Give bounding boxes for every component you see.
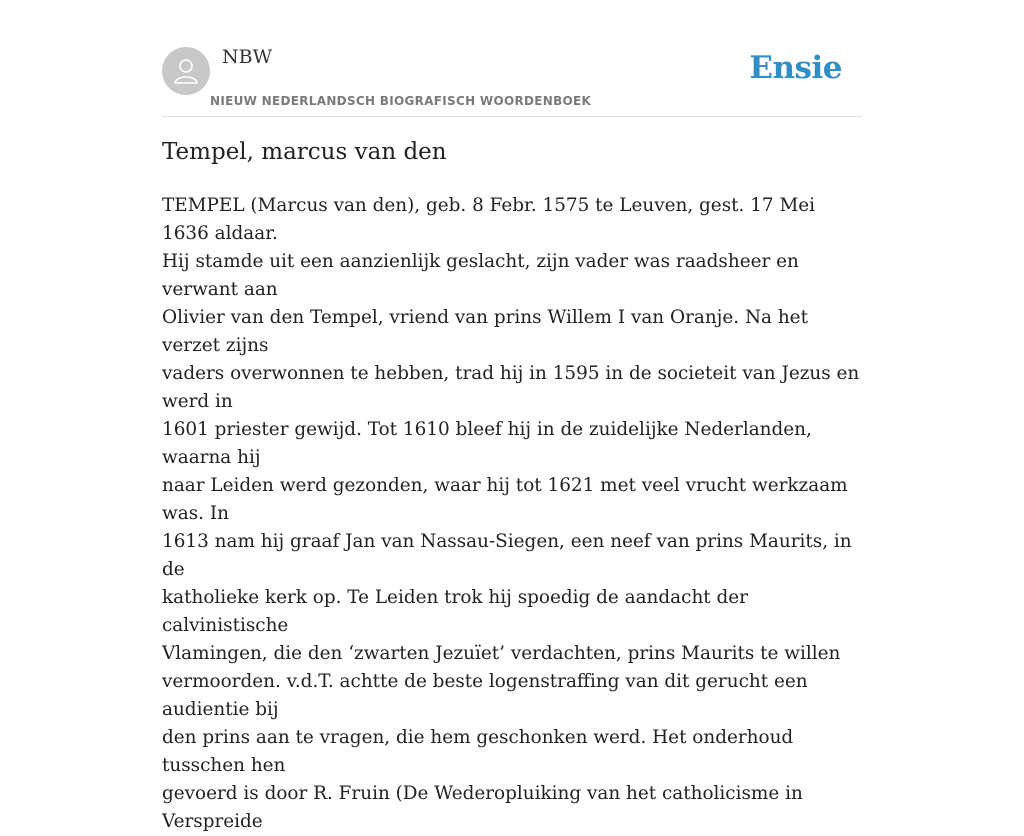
article-line: 1601 priester gewijd. Tot 1610 bleef hij in de zuidelijke Nederlanden, waarna hij <box>162 419 812 468</box>
article-body <box>162 192 862 836</box>
source-full-name[interactable]: NIEUW NEDERLANDSCH BIOGRAFISCH WOORDENBOEK <box>210 94 592 108</box>
article-line: naar Leiden werd gezonden, waar hij tot 1621 met veel vrucht werkzaam was. In <box>162 475 848 524</box>
article-line: Vlamingen, die den ‘zwarten Jezuïet’ verdachten, prins Maurits te willen <box>162 643 841 664</box>
article-line: Hij stamde uit een aanzienlijk geslacht, zijn vader was raadsheer en verwant aan <box>162 251 799 300</box>
page-title: Tempel, marcus van den <box>162 139 447 165</box>
article-line: 1613 nam hij graaf Jan van Nassau-Siegen, een neef van prins Maurits, in de <box>162 531 852 580</box>
article-line: vermoorden. v.d.T. achtte de beste logenstraffing van dit gerucht een audientie bij <box>162 671 808 720</box>
article-line: vaders overwonnen te hebben, trad hij in 1595 in de societeit van Jezus en werd in <box>162 363 860 412</box>
article-line: katholieke kerk op. Te Leiden trok hij spoedig de aandacht der calvinistische <box>162 587 748 636</box>
article-line: Olivier van den Tempel, vriend van prins Willem I van Oranje. Na het verzet zijns <box>162 307 808 356</box>
article-line: gevoerd is door R. Fruin (De Wederopluiking van het catholicisme in Verspreide <box>162 783 803 832</box>
header <box>162 0 862 117</box>
article-line: TEMPEL (Marcus van den), geb. 8 Febr. 1575 te Leuven, gest. 17 Mei 1636 aldaar. <box>162 195 816 244</box>
brand-logo[interactable]: Ensie <box>749 50 842 86</box>
page <box>162 0 862 832</box>
user-icon <box>171 56 201 86</box>
avatar <box>162 47 210 95</box>
article-line: den prins aan te vragen, die hem geschonken werd. Het onderhoud tusschen hen <box>162 727 794 776</box>
source-abbreviation[interactable]: NBW <box>222 46 273 68</box>
